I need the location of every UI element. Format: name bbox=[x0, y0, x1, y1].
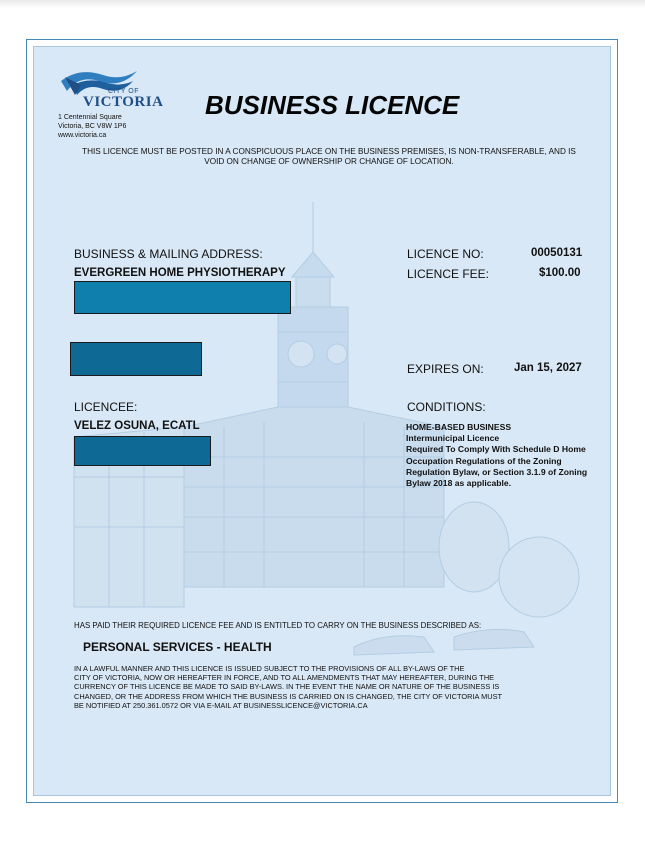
business-name: EVERGREEN HOME PHYSIOTHERAPY bbox=[74, 267, 286, 279]
condition-line: Intermunicipal Licence bbox=[406, 433, 500, 444]
page-title: BUSINESS LICENCE bbox=[205, 90, 460, 120]
condition-line: HOME-BASED BUSINESS bbox=[406, 422, 512, 432]
legal-terms bbox=[74, 664, 594, 710]
posting-notice: THIS LICENCE MUST BE POSTED IN A CONSPICUOUS PLACE ON THE BUSINESS PREMISES, IS NON-TRANSFERABLE, AND IS VOID ON CHANGE OF OWNERSHIP OR CHANGE OF LOCATION. bbox=[82, 147, 576, 166]
condition-line: Regulation Bylaw, or Section 3.1.9 of Zoning bbox=[406, 466, 588, 477]
top-shadow bbox=[0, 0, 645, 8]
licence-no-label: LICENCE NO: bbox=[407, 247, 484, 261]
logo-city-of: CITY OF bbox=[108, 88, 139, 95]
legal-line: CITY OF VICTORIA, NOW OR HEREAFTER IN FORCE, AND TO ALL AMENDMENTS THAT MAY HEREAFTER, DURING THE bbox=[74, 673, 495, 683]
redacted-business-address bbox=[74, 281, 291, 314]
licence-panel bbox=[33, 46, 611, 796]
city-address-street: 1 Centennial Square bbox=[58, 114, 122, 121]
licencee-name: VELEZ OSUNA, ECATL bbox=[74, 420, 200, 432]
city-website: www.victoria.ca bbox=[58, 132, 107, 139]
legal-line: CURRENCY OF THIS LICENCE BE MADE TO SAID BY-LAWS. IN THE EVENT THE NAME OR NATURE OF THE BUSINESS IS bbox=[74, 682, 500, 692]
legal-line: BE NOTIFIED AT 250.361.0572 OR VIA E-MAIL AT BUSINESSLICENCE@VICTORIA.CA bbox=[74, 700, 368, 710]
business-address-label: BUSINESS & MAILING ADDRESS: bbox=[74, 247, 263, 261]
redacted-business-city bbox=[70, 342, 202, 376]
licence-fee-value: $100.00 bbox=[539, 267, 581, 279]
expires-label: EXPIRES ON: bbox=[407, 362, 484, 376]
condition-line: Required To Comply With Schedule D Home bbox=[406, 444, 586, 455]
logo-victoria: VICTORIA bbox=[83, 94, 164, 110]
redacted-licencee-detail bbox=[74, 436, 211, 466]
conditions-text bbox=[406, 422, 611, 489]
licence-no-value: 00050131 bbox=[531, 247, 583, 259]
fee-paid-statement: HAS PAID THEIR REQUIRED LICENCE FEE AND IS ENTITLED TO CARRY ON THE BUSINESS DESCRIBED AS: bbox=[74, 621, 482, 630]
legal-line: IN A LAWFUL MANNER AND THIS LICENCE IS ISSUED SUBJECT TO THE PROVISIONS OF ALL BY-LAWS OF THE bbox=[74, 664, 465, 673]
business-description: PERSONAL SERVICES - HEALTH bbox=[83, 640, 272, 654]
licence-fee-label: LICENCE FEE: bbox=[407, 267, 490, 281]
conditions-label: CONDITIONS: bbox=[407, 400, 486, 414]
condition-line: Bylaw 2018 as applicable. bbox=[406, 478, 512, 489]
condition-line: Occupation Regulations of the Zoning bbox=[406, 455, 562, 466]
expires-value: Jan 15, 2027 bbox=[514, 362, 582, 374]
city-address-postal: Victoria, BC V8W 1P6 bbox=[58, 123, 127, 130]
legal-line: CHANGED, OR THE ADDRESS FROM WHICH THE BUSINESS IS CARRIED ON IS CHANGED, THE CITY OF VICTORIA MUST bbox=[74, 691, 503, 701]
licencee-label: LICENCEE: bbox=[74, 400, 138, 414]
